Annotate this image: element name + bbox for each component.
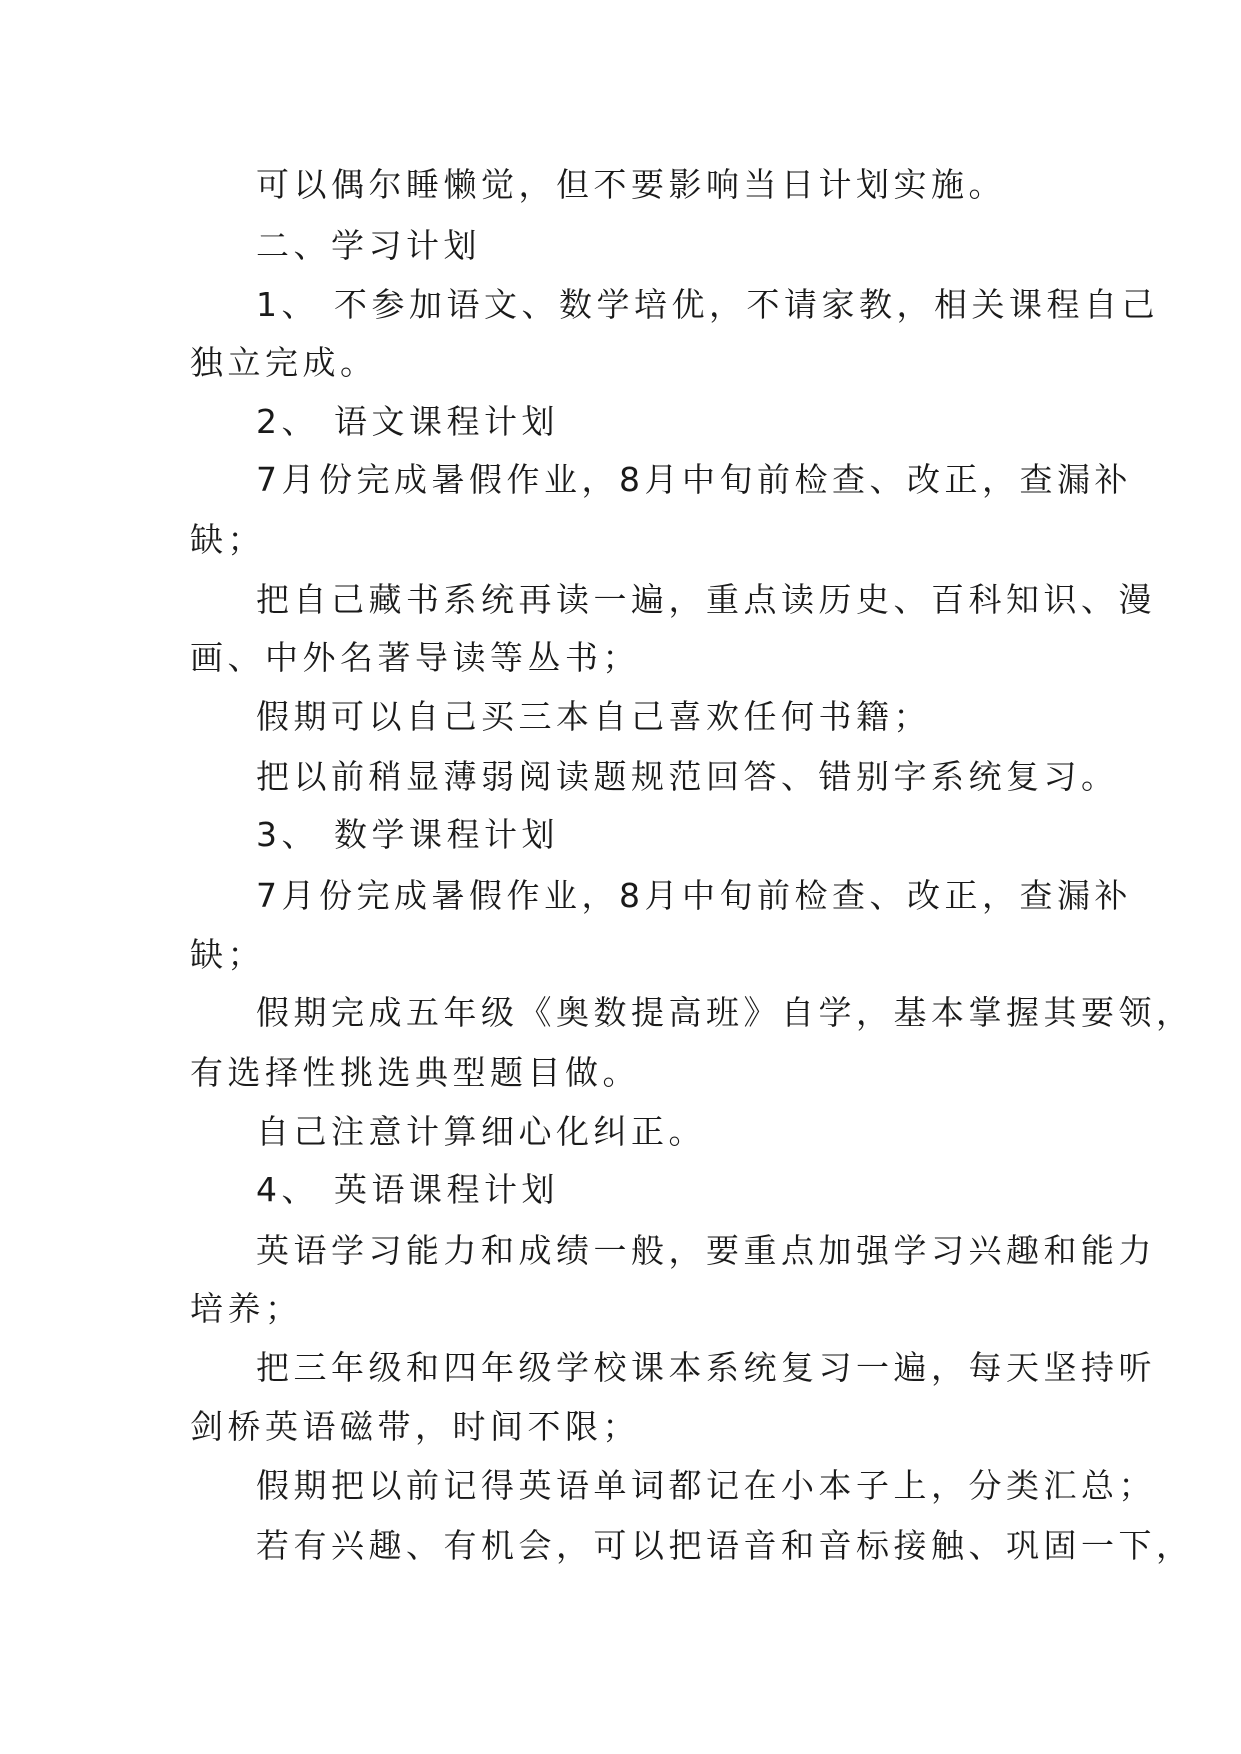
paragraph-line: 7月份完成暑假作业，8月中旬前检查、改正，查漏补 bbox=[256, 876, 1132, 915]
paragraph-line: 有选择性挑选典型题目做。 bbox=[190, 1053, 640, 1092]
paragraph-line: 独立完成。 bbox=[190, 343, 378, 382]
paragraph-line: 把三年级和四年级学校课本系统复习一遍，每天坚持听 bbox=[256, 1348, 1156, 1387]
paragraph-line: 1、 不参加语文、数学培优，不请家教，相关课程自己 bbox=[256, 285, 1159, 324]
subsection-heading: 4、 英语课程计划 bbox=[256, 1170, 559, 1209]
paragraph-line: 剑桥英语磁带，时间不限； bbox=[190, 1407, 640, 1446]
paragraph-line: 假期完成五年级《奥数提高班》自学，基本掌握其要领， bbox=[256, 993, 1194, 1032]
paragraph-line: 7月份完成暑假作业，8月中旬前检查、改正，查漏补 bbox=[256, 460, 1132, 499]
paragraph-line: 画、中外名著导读等丛书； bbox=[190, 638, 640, 677]
paragraph-line: 缺； bbox=[190, 520, 265, 559]
section-heading: 二、学习计划 bbox=[256, 226, 481, 265]
paragraph-line: 可以偶尔睡懒觉，但不要影响当日计划实施。 bbox=[256, 165, 1006, 204]
paragraph-line: 假期把以前记得英语单词都记在小本子上，分类汇总； bbox=[256, 1466, 1156, 1505]
paragraph-line: 自己注意计算细心化纠正。 bbox=[256, 1112, 706, 1151]
subsection-heading: 2、 语文课程计划 bbox=[256, 402, 559, 441]
paragraph-line: 假期可以自己买三本自己喜欢任何书籍； bbox=[256, 697, 931, 736]
paragraph-line: 若有兴趣、有机会，可以把语音和音标接触、巩固一下， bbox=[256, 1526, 1194, 1565]
subsection-heading: 3、 数学课程计划 bbox=[256, 815, 559, 854]
paragraph-line: 培养； bbox=[190, 1289, 303, 1328]
paragraph-line: 把自己藏书系统再读一遍，重点读历史、百科知识、漫 bbox=[256, 580, 1156, 619]
paragraph-line: 把以前稍显薄弱阅读题规范回答、错别字系统复习。 bbox=[256, 757, 1119, 796]
paragraph-line: 英语学习能力和成绩一般，要重点加强学习兴趣和能力 bbox=[256, 1231, 1156, 1270]
paragraph-line: 缺； bbox=[190, 935, 265, 974]
